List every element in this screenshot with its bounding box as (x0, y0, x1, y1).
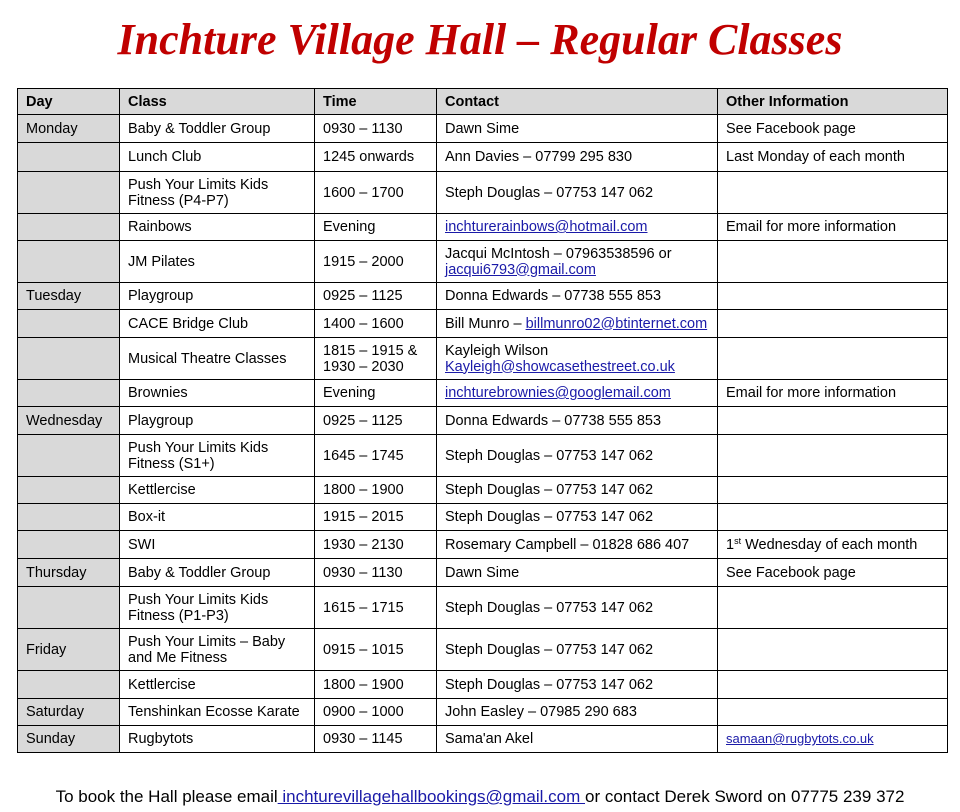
contact-text: Steph Douglas – 07753 147 062 (445, 447, 654, 464)
cell-day (18, 338, 120, 380)
cell-day: Thursday (18, 559, 120, 587)
cell-contact (437, 283, 718, 310)
footer-suffix: or contact Derek Sword on 07775 239 372 (585, 787, 905, 806)
cell-contact (437, 310, 718, 338)
cell-time: 0900 – 1000 (315, 699, 437, 726)
cell-class: JM Pilates (120, 241, 315, 283)
cell-class: Baby & Toddler Group (120, 559, 315, 587)
cell-other-information (718, 380, 948, 407)
table-row (18, 380, 948, 407)
cell-class: Baby & Toddler Group (120, 115, 315, 143)
cell-time: 0915 – 1015 (315, 629, 437, 671)
cell-contact (437, 214, 718, 241)
cell-other-information (718, 214, 948, 241)
cell-class: Push Your Limits Kids Fitness (P4-P7) (120, 172, 315, 214)
info-text: 1st Wednesday of each month (726, 535, 918, 553)
table-row (18, 143, 948, 172)
cell-other-information (718, 699, 948, 726)
info-text: Email for more information (726, 385, 897, 401)
info-text: Last Monday of each month (726, 149, 905, 165)
cell-other-information (718, 407, 948, 435)
info-text: See Facebook page (726, 564, 856, 581)
cell-class: Kettlercise (120, 477, 315, 504)
cell-other-information (718, 671, 948, 699)
footer-prefix: To book the Hall please email (55, 787, 278, 806)
cell-class: Musical Theatre Classes (120, 338, 315, 380)
table-body (18, 115, 948, 753)
cell-contact (437, 477, 718, 504)
cell-other-information (718, 531, 948, 559)
cell-contact (437, 172, 718, 214)
header-contact: Contact (437, 89, 718, 115)
cell-contact (437, 587, 718, 629)
cell-time: 1400 – 1600 (315, 310, 437, 338)
cell-contact (437, 504, 718, 531)
cell-time: 1815 – 1915 & 1930 – 2030 (315, 338, 437, 380)
page-title: Inchture Village Hall – Regular Classes (117, 15, 843, 64)
table-row (18, 531, 948, 559)
contact-text: Steph Douglas – 07753 147 062 (445, 599, 654, 616)
cell-day (18, 172, 120, 214)
cell-time: Evening (315, 214, 437, 241)
table-row (18, 172, 948, 214)
cell-time: 0925 – 1125 (315, 283, 437, 310)
cell-time: 1615 – 1715 (315, 587, 437, 629)
table-row (18, 671, 948, 699)
cell-contact (437, 435, 718, 477)
cell-day (18, 587, 120, 629)
cell-class: Kettlercise (120, 671, 315, 699)
cell-contact (437, 629, 718, 671)
contact-text: Rosemary Campbell – 01828 686 407 (445, 536, 690, 553)
cell-time: 0925 – 1125 (315, 407, 437, 435)
info-text: See Facebook page (726, 120, 856, 137)
cell-contact (437, 671, 718, 699)
cell-other-information (718, 726, 948, 753)
cell-day (18, 531, 120, 559)
cell-day (18, 671, 120, 699)
cell-class: Tenshinkan Ecosse Karate (120, 699, 315, 726)
cell-other-information (718, 504, 948, 531)
cell-time: 0930 – 1130 (315, 115, 437, 143)
booking-footer (0, 786, 960, 808)
cell-time: 0930 – 1145 (315, 726, 437, 753)
cell-class: Playgroup (120, 283, 315, 310)
cell-other-information (718, 435, 948, 477)
table-row (18, 283, 948, 310)
contact-text: Kayleigh Wilson (445, 342, 549, 359)
cell-other-information (718, 115, 948, 143)
contact-email-link[interactable]: inchturerainbows@hotmail.com (445, 219, 648, 235)
contact-text: Steph Douglas – 07753 147 062 (445, 184, 654, 201)
cell-day: Saturday (18, 699, 120, 726)
cell-time: 1930 – 2130 (315, 531, 437, 559)
cell-other-information (718, 477, 948, 504)
table-row (18, 504, 948, 531)
cell-other-information (718, 559, 948, 587)
cell-class: Playgroup (120, 407, 315, 435)
classes-table (17, 88, 948, 753)
header-day: Day (18, 89, 120, 115)
cell-class: Push Your Limits Kids Fitness (S1+) (120, 435, 315, 477)
contact-email-link[interactable]: jacqui6793@gmail.com (445, 261, 596, 278)
cell-other-information (718, 338, 948, 380)
contact-text: Steph Douglas – 07753 147 062 (445, 641, 654, 658)
contact-email-link[interactable]: inchturebrownies@googlemail.com (445, 385, 671, 401)
table-row (18, 338, 948, 380)
cell-day (18, 310, 120, 338)
cell-class: Brownies (120, 380, 315, 407)
contact-text: Steph Douglas – 07753 147 062 (445, 509, 654, 525)
table-row (18, 310, 948, 338)
info-text: Email for more information (726, 219, 897, 235)
cell-time: 1600 – 1700 (315, 172, 437, 214)
table-row (18, 587, 948, 629)
cell-other-information (718, 283, 948, 310)
table-row (18, 241, 948, 283)
cell-time: 1800 – 1900 (315, 477, 437, 504)
cell-day: Wednesday (18, 407, 120, 435)
contact-text: John Easley – 07985 290 683 (445, 704, 637, 720)
cell-time: 1915 – 2000 (315, 241, 437, 283)
cell-contact (437, 726, 718, 753)
header-time: Time (315, 89, 437, 115)
cell-day: Monday (18, 115, 120, 143)
table-row (18, 699, 948, 726)
cell-day (18, 380, 120, 407)
table-row (18, 477, 948, 504)
contact-text: Dawn Sime (445, 564, 520, 581)
cell-day (18, 214, 120, 241)
table-row (18, 726, 948, 753)
cell-time: 1915 – 2015 (315, 504, 437, 531)
cell-class: CACE Bridge Club (120, 310, 315, 338)
cell-contact (437, 380, 718, 407)
cell-contact (437, 407, 718, 435)
cell-contact (437, 531, 718, 559)
contact-text: Dawn Sime (445, 120, 520, 137)
cell-contact (437, 338, 718, 380)
cell-day (18, 477, 120, 504)
cell-class: Lunch Club (120, 143, 315, 172)
table-row (18, 214, 948, 241)
contact-text: Sama'an Akel (445, 731, 534, 747)
cell-other-information (718, 587, 948, 629)
table-row (18, 115, 948, 143)
booking-email-link[interactable]: inchturevillagehallbookings@gmail.com (277, 787, 585, 806)
cell-class: Rainbows (120, 214, 315, 241)
table-row (18, 407, 948, 435)
cell-day: Sunday (18, 726, 120, 753)
cell-contact (437, 115, 718, 143)
contact-text: Steph Douglas – 07753 147 062 (445, 676, 654, 693)
header-row (18, 89, 948, 115)
contact-email-link[interactable]: Kayleigh@showcasethestreet.co.uk (445, 358, 675, 375)
cell-class: Push Your Limits Kids Fitness (P1-P3) (120, 587, 315, 629)
cell-class: Rugbytots (120, 726, 315, 753)
cell-contact (437, 559, 718, 587)
cell-class: Push Your Limits – Baby and Me Fitness (120, 629, 315, 671)
table-row (18, 629, 948, 671)
info-email-link[interactable]: samaan@rugbytots.co.uk (726, 731, 874, 746)
cell-other-information (718, 172, 948, 214)
contact-text: Ann Davies – 07799 295 830 (445, 149, 633, 165)
cell-time: 1245 onwards (315, 143, 437, 172)
contact-text: Steph Douglas – 07753 147 062 (445, 482, 654, 498)
cell-other-information (718, 629, 948, 671)
cell-day (18, 241, 120, 283)
contact-text: Donna Edwards – 07738 555 853 (445, 412, 662, 429)
header-class: Class (120, 89, 315, 115)
cell-day: Tuesday (18, 283, 120, 310)
cell-contact (437, 699, 718, 726)
contact-text: Jacqui McIntosh – 07963538596 or (445, 245, 672, 262)
cell-time: 1645 – 1745 (315, 435, 437, 477)
cell-other-information (718, 241, 948, 283)
cell-class: Box-it (120, 504, 315, 531)
contact-email-link[interactable]: billmunro02@btinternet.com (525, 315, 708, 332)
cell-time: 0930 – 1130 (315, 559, 437, 587)
cell-other-information (718, 143, 948, 172)
table-row (18, 435, 948, 477)
cell-day (18, 435, 120, 477)
cell-class: SWI (120, 531, 315, 559)
header-other-information: Other Information (718, 89, 948, 115)
cell-day (18, 504, 120, 531)
cell-other-information (718, 310, 948, 338)
cell-day (18, 143, 120, 172)
cell-contact (437, 143, 718, 172)
contact-text: Bill Munro – (445, 315, 526, 332)
cell-contact (437, 241, 718, 283)
cell-day: Friday (18, 629, 120, 671)
contact-text: Donna Edwards – 07738 555 853 (445, 288, 662, 304)
cell-time: 1800 – 1900 (315, 671, 437, 699)
cell-time: Evening (315, 380, 437, 407)
table-row (18, 559, 948, 587)
